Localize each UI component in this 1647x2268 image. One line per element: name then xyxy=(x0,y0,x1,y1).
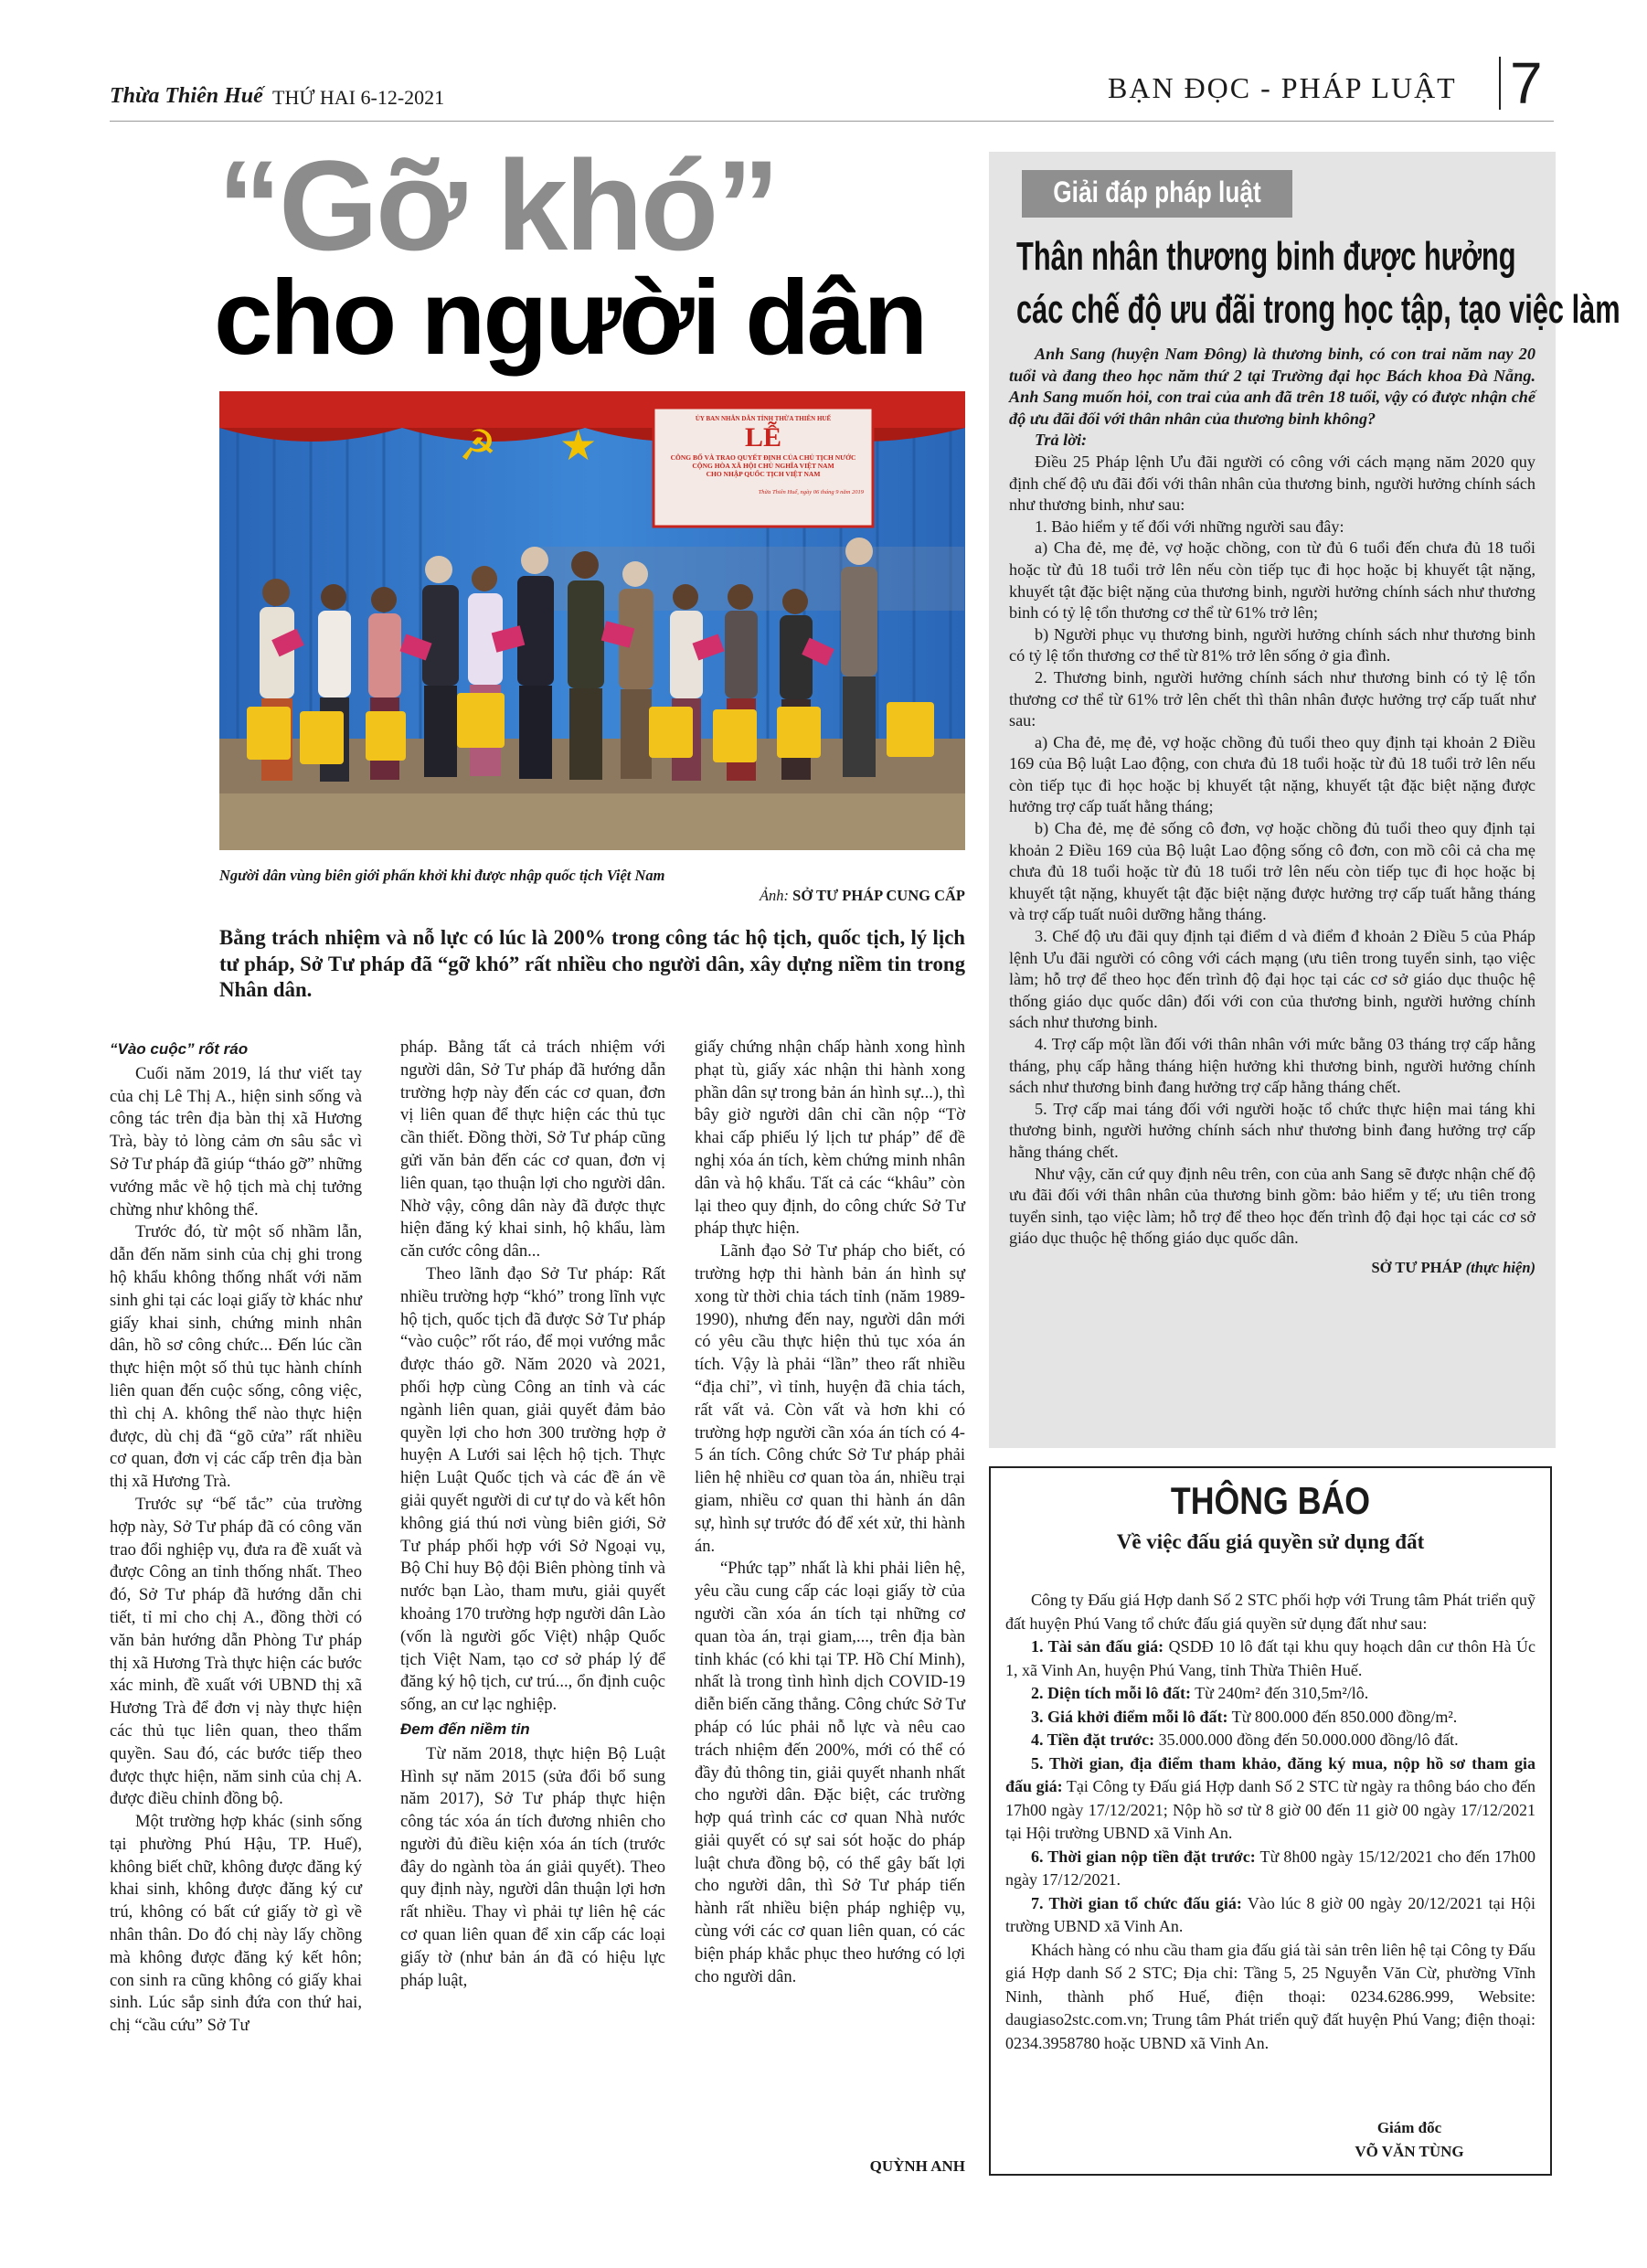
article-lead: Bằng trách nhiệm và nỗ lực có lúc là 200% trong công tác hộ tịch, quốc tịch, lý lịch tư pháp, Sở Tư pháp đã “gỡ khó” rất nhiều cho người dân, xây dựng niềm tin trong Nhân dân. xyxy=(219,926,965,1001)
article-paragraph: “Phức tạp” nhất là khi phải liên hệ, yêu cầu cung cấp các loại giấy tờ của người cần xóa án tích tại những cơ quan tòa án, trại giam,..., trên địa bàn tỉnh khác (có khi tại TP. Hồ Chí Minh), nhất là trong tình hình dịch COVID-19 diễn biến căng thẳng. Công chức Sở Tư pháp có lúc phải nỗ lực và nêu cao trách nhiệm đến 200%, mới có thể có đầy đủ thông tin, giải quyết nhanh nhất cho người dân. Đặc biệt, các trường hợp quá trình các cơ quan Nhà nước giải quyết có sự sai sót hoặc do pháp luật chưa đồng bộ, có thể gây bất lợi cho người dân, thì Sở Tư pháp tiến hành rất nhiều biện pháp nghiệp vụ, cùng với các cơ quan liên quan, có các biện pháp khắc phục theo hướng có lợi cho người dân. xyxy=(695,1559,965,1986)
qa-paragraph: a) Cha đẻ, mẹ đẻ, vợ hoặc chồng đủ tuổi theo quy định tại khoản 2 Điều 169 của Bộ luật Lao động, con chưa đủ 18 tuổi hoặc từ đủ 18 tuổi trở lên nếu còn tiếp tục đi học hoặc bị khuyết tật nặng, khuyết tật đặc biệt nặng được hưởng trợ cấp tuất hằng tháng; xyxy=(1009,732,1535,816)
notice-item xyxy=(1005,1706,1535,1730)
qa-title-line2: các chế độ ưu đãi trong học tập, tạo việc làm xyxy=(1016,287,1620,332)
issue-date: THỨ HAI 6-12-2021 xyxy=(272,86,445,109)
notice-item-label: 1. Tài sản đấu giá: xyxy=(1031,1637,1164,1656)
banner-line1: ỦY BAN NHÂN DÂN TỈNH THỪA THIÊN HUẾ xyxy=(695,415,832,422)
article-column-1 xyxy=(110,1037,362,2038)
banner-title: LỄ xyxy=(744,422,782,453)
notice-item-text: QSDĐ 10 lô đất tại khu quy hoạch dân cư thôn Hà Úc 1, xã Vinh An, huyện Phú Vang, tỉnh Thừa Thiên Huế. xyxy=(1005,1637,1535,1679)
banner-line4: CHO NHẬP QUỐC TỊCH VIỆT NAM xyxy=(706,470,821,478)
notice-item-text: Tại Công ty Đấu giá Hợp danh Số 2 STC từ ngày ra thông báo cho đến 17h00 ngày 17/12/2021; Nộp hồ sơ từ 8 giờ 00 đến 11 giờ 00 ngày 17/12/2021 tại Hội trường UBND xã Vinh An. xyxy=(1005,1777,1535,1842)
article-title-line2: cho người dân xyxy=(214,258,926,377)
banner-date: Thừa Thiên Huế, ngày 06 tháng 9 năm 2019 xyxy=(758,489,864,495)
photo-credit-prefix: Ảnh: xyxy=(759,887,790,904)
notice-item-label: 5. Thời gian, địa điểm tham khảo, đăng ký mua, nộp hồ sơ tham gia đấu giá: xyxy=(1005,1753,1535,1795)
notice-signer-name: VÕ VĂN TÙNG xyxy=(1355,2143,1464,2160)
qa-paragraph: Điều 25 Pháp lệnh Ưu đãi người có công với cách mạng năm 2020 quy định chế độ ưu đãi đối với thân nhân của thương binh, người hưởng chính sách như thương binh, như sau: xyxy=(1009,452,1535,515)
ceremony-banner xyxy=(653,408,873,527)
photo-caption: Người dân vùng biên giới phấn khởi khi được nhập quốc tịch Việt Nam xyxy=(219,867,665,884)
notice-item-text: Từ 800.000 đến 850.000 đồng/m². xyxy=(1227,1707,1458,1726)
header-divider xyxy=(1499,57,1501,110)
qa-signature xyxy=(1009,1257,1535,1279)
banner-line3: CỘNG HÒA XÃ HỘI CHỦ NGHĨA VIỆT NAM xyxy=(692,462,834,470)
subhead-vao-cuoc: “Vào cuộc” rốt ráo xyxy=(110,1040,249,1058)
banner-line2: CÔNG BỐ VÀ TRAO QUYẾT ĐỊNH CỦA CHỦ TỊCH NƯỚC xyxy=(670,453,856,462)
qa-paragraph: b) Cha đẻ, mẹ đẻ sống cô đơn, vợ hoặc chồng đủ tuổi theo quy định tại khoản 2 Điều 169 của Bộ luật Lao động sống cô đơn, con mồ côi cả cha mẹ chưa đủ 18 tuổi hoặc từ đủ 18 tuổi trở lên nếu còn tiếp tục đi học hoặc bị khuyết tật nặng, khuyết tật đặc biệt nặng được hưởng trợ cấp tuất hằng tháng và trợ cấp tuất nuôi dưỡng hằng tháng. xyxy=(1009,819,1535,924)
page-number: 7 xyxy=(1510,50,1543,116)
section-name: BẠN ĐỌC - PHÁP LUẬT xyxy=(1108,71,1457,104)
qa-signature-note: (thực hiện) xyxy=(1465,1258,1535,1276)
notice-contact: Khách hàng có nhu cầu tham gia đấu giá tài sản trên liên hệ tại Công ty Đấu giá Hợp danh Số 2 STC; Địa chỉ: Tầng 5, 25 Nguyễn Văn Cừ, phường Vĩnh Ninh, thành phố Huế, điện thoại: 0234.6286.999, Website: daugiaso2stc.com.vn; Trung tâm Phát triển quỹ đất huyện Phú Vang; điện thoại: 0234.3958780 hoặc UBND xã Vinh An. xyxy=(1005,1940,1535,2052)
article-paragraph: Theo lãnh đạo Sở Tư pháp: Rất nhiều trường hợp “khó” trong lĩnh vực hộ tịch, quốc tịch đã được Sở Tư pháp “vào cuộc” rốt ráo, để mọi vướng mắc được tháo gỡ. Năm 2020 và 2021, phối hợp cùng Công an tỉnh và các ngành liên quan, giải quyết đảm bảo quyền lợi cho hơn 300 trường hợp ở huyện A Lưới sai lệch hộ tịch. Thực hiện Luật Quốc tịch và các đề án về giải quyết người di cư tự do và kết hôn không giá thú nơi vùng biên giới, Sở Tư pháp phối hợp với Sở Ngoại vụ, Bộ Chỉ huy Bộ đội Biên phòng tỉnh và nước bạn Lào, tham mưu, giải quyết khoảng 170 trường hợp người dân Lào (vốn là người gốc Việt) nhập Quốc tịch Việt Nam, tạo cơ sở pháp lý để đăng ký hộ tịch, cư trú..., ổn định cuộc sống, an cư lạc nghiệp. xyxy=(400,1263,665,1715)
notice-item xyxy=(1005,1752,1535,1846)
notice-intro: Công ty Đấu giá Hợp danh Số 2 STC phối hợp với Trung tâm Phát triển quỹ đất huyện Phú Vang tổ chức đấu giá quyền sử dụng đất như sau: xyxy=(1005,1591,1535,1633)
notice-item xyxy=(1005,1892,1535,1939)
qa-tag-label: Giải đáp pháp luật xyxy=(1053,176,1261,208)
notice-item-label: 7. Thời gian tổ chức đấu giá: xyxy=(1031,1893,1242,1912)
notice-item-label: 4. Tiền đặt trước: xyxy=(1031,1730,1155,1749)
header-rule xyxy=(110,121,1554,122)
article-paragraph: pháp. Bằng tất cả trách nhiệm với người dân, Sở Tư pháp đã hướng dẫn trường hợp này đến các cơ quan, đơn vị liên quan để thực hiện các thủ tục cần thiết. Đồng thời, Sở Tư pháp cũng gửi văn bản đến các cơ quan, đơn vị liên quan, tạo thuận lợi cho người dân. Nhờ vậy, công dân này đã được thực hiện đăng ký khai sinh, hộ khẩu, làm căn cước công dân... xyxy=(400,1038,665,1262)
notice-signer-title: Giám đốc xyxy=(1376,2119,1442,2136)
article-paragraph: Trước sự “bế tắc” của trường hợp này, Sở Tư pháp đã có công văn trao đổi nghiệp vụ, đưa ra đề xuất và được Công an tỉnh thống nhất. Theo đó, Sở Tư pháp đã hướng dẫn chi tiết, tỉ mỉ cho chị A., đồng thời có văn bản hướng dẫn Phòng Tư pháp thị xã Hương Trà thực hiện các bước xác minh, đề xuất với UBND thị xã Hương Trà để đơn vị này thực hiện các thủ tục liên quan, theo thẩm quyền. Sau đó, các bước tiếp theo được thực hiện, năm sinh của chị A. được điều chỉnh đồng bộ. xyxy=(110,1494,362,1809)
qa-paragraph: a) Cha đẻ, mẹ đẻ, vợ hoặc chồng, con từ đủ 6 tuổi đến chưa đủ 18 tuổi hoặc từ đủ 18 tuổi trở lên nếu còn tiếp tục đi học hoặc bị khuyết tật nặng, khuyết tật đặc biệt nặng của thương binh, người hưởng chính sách như thương binh có tỷ lệ tổn thương cơ thể từ 61% trở lên; xyxy=(1009,538,1535,623)
notice-item-text: Vào lúc 8 giờ 00 ngày 20/12/2021 tại Hội trường UBND xã Vinh An. xyxy=(1005,1893,1535,1935)
notice-item xyxy=(1005,1846,1535,1892)
qa-signature-name: SỞ TƯ PHÁP xyxy=(1371,1258,1462,1276)
qa-body xyxy=(1009,344,1535,1279)
notice-item xyxy=(1005,1635,1535,1682)
notice-item-text: Từ 240m² đến 310,5m²/lô. xyxy=(1191,1684,1369,1702)
article-photo xyxy=(219,391,965,850)
notice-title: THÔNG BÁO xyxy=(1170,1479,1371,1522)
qa-paragraph: b) Người phục vụ thương binh, người hưởng chính sách như thương binh có tỷ lệ tổn thương cơ thể từ 81% trở lên sống ở gia đình. xyxy=(1009,624,1535,665)
article-paragraph: Cuối năm 2019, lá thư viết tay của chị Lê Thị A., hiện sinh sống và công tác trên địa bàn thị xã Hương Trà, bày tỏ lòng cảm ơn sâu sắc vì Sở Tư pháp đã giúp “tháo gỡ” những vướng mắc về hộ tịch mà chị tưởng chừng như không thể. xyxy=(110,1063,362,1219)
photo-credit xyxy=(548,887,965,905)
notice-item-text: Từ 8h00 ngày 15/12/2021 cho đến 17h00 ngày 17/12/2021. xyxy=(1005,1847,1535,1889)
notice-body xyxy=(1005,1589,1535,2055)
article-paragraph: Một trường hợp khác (sinh sống tại phường Phú Hậu, TP. Huế), không biết chữ, không được đăng ký khai sinh, không được đăng ký cư trú, không có bất cứ giấy tờ gì về nhân thân. Do đó chị này lấy chồng mà không được đăng ký kết hôn; con sinh ra cũng không có giấy khai sinh. Lúc sắp sinh đứa con thứ hai, chị “cầu cứu” Sở Tư xyxy=(110,1812,362,2036)
notice-item-text: 35.000.000 đồng đến 50.000.000 đồng/lô đất. xyxy=(1154,1730,1459,1749)
star-icon: ★ xyxy=(559,421,598,470)
article-column-2 xyxy=(400,1037,665,1992)
article-paragraph: giấy chứng nhận chấp hành xong hình phạt tù, giấy xác nhận thi hành xong phần dân sự trong bản án hình sự...), thì bây giờ người dân chỉ cần nộp “Tờ khai cấp phiếu lý lịch tư pháp” để đề nghị xóa án tích, kèm chứng minh nhân dân và hộ khẩu. Tất cả các “khâu” còn lại theo quy định, do công chức Sở Tư pháp thực hiện. xyxy=(695,1038,965,1239)
paper-name: Thừa Thiên Huế xyxy=(110,84,263,108)
subhead-niem-tin: Đem đến niềm tin xyxy=(400,1720,530,1738)
qa-answer-label: Trả lời: xyxy=(1035,431,1088,450)
notice-item-label: 3. Giá khởi điểm mỗi lô đất: xyxy=(1031,1707,1228,1726)
qa-title-line1: Thân nhân thương binh được hưởng xyxy=(1016,234,1516,279)
photo-credit-source: SỞ TƯ PHÁP CUNG CẤP xyxy=(792,887,965,904)
hammer-sickle-icon: ☭ xyxy=(459,421,497,470)
article-author: QUỲNH ANH xyxy=(869,2157,965,2175)
article-paragraph: Từ năm 2018, thực hiện Bộ Luật Hình sự năm 2015 (sửa đổi bổ sung năm 2017), Sở Tư pháp thực hiện công tác xóa án tích đương nhiên cho người đủ điều kiện xóa án tích (trước đây do ngành tòa án giải quyết). Theo quy định này, người dân thuận lợi hơn rất nhiều. Thay vì phải tự liên hệ các cơ quan liên quan để xin cấp các loại giấy tờ (như bản án đã có hiệu lực pháp luật, xyxy=(400,1743,665,1990)
qa-paragraph: 5. Trợ cấp mai táng đối với người hoặc tổ chức thực hiện mai táng khi thương binh, người hưởng chính sách như thương binh đang hưởng trợ cấp hằng tháng chết. xyxy=(1009,1099,1535,1161)
qa-paragraph: 1. Bảo hiểm y tế đối với những người sau đây: xyxy=(1035,516,1344,536)
qa-question: Anh Sang (huyện Nam Đông) là thương binh, có con trai năm nay 20 tuổi và đang theo học năm thứ 2 tại Trường đại học Bách khoa Đà Nẵng. Anh Sang muốn hỏi, con trai của anh đã trên 18 tuổi, vậy có được nhận chế độ ưu đãi đối với thân nhân của thương binh không? xyxy=(1009,345,1535,428)
qa-paragraph: 3. Chế độ ưu đãi quy định tại điểm d và điểm đ khoản 2 Điều 5 của Pháp lệnh Ưu đãi người có công với cách mạng (ưu tiên trong tuyển sinh, tạo việc làm; hỗ trợ để theo học đến trình độ đại học tại các cơ sở giáo dục thuộc hệ thống giáo dục quốc dân) đối với con của thương binh, người hưởng chính sách như thương binh. xyxy=(1009,927,1535,1032)
article-paragraph: Trước đó, từ một số nhầm lẫn, dẫn đến năm sinh của chị ghi trong hộ khẩu không thống nhất với năm sinh ghi tại các loại giấy tờ khác như giấy khai sinh, chứng minh nhân dân, hồ sơ công chức... Đến lúc cần thực hiện một số thủ tục hành chính liên quan đến cuộc sống, công việc, thì chị A. không thể nào thực hiện được, dù chị đã “gõ cửa” rất nhiều cơ quan, đơn vị các cấp trên địa bàn thị xã Hương Trà. xyxy=(110,1222,362,1492)
qa-paragraph: Như vậy, căn cứ quy định nêu trên, con của anh Sang sẽ được nhận chế độ ưu đãi đối với thân nhân của thương binh gồm: bảo hiểm y tế; ưu tiên trong tuyển sinh, tạo việc làm; hỗ trợ để theo học đến trình độ đại học tại các cơ sở giáo dục thuộc hệ thống giáo dục quốc dân. xyxy=(1009,1164,1535,1248)
notice-item-label: 2. Diện tích mỗi lô đất: xyxy=(1031,1684,1191,1702)
notice-item xyxy=(1005,1729,1535,1752)
notice-subtitle: Về việc đấu giá quyền sử dụng đất xyxy=(1116,1530,1425,1553)
qa-paragraph: 4. Trợ cấp một lần đối với thân nhân với mức bằng 03 tháng trợ cấp hằng tháng, phụ cấp hằng tháng hiện hưởng khi thương binh, người hưởng chính sách như thương binh đang hưởng trợ cấp hằng tháng chết. xyxy=(1009,1035,1535,1097)
qa-paragraph: 2. Thương binh, người hưởng chính sách như thương binh có tỷ lệ tổn thương cơ thể từ 61% trở lên chết thì thân nhân được hưởng trợ cấp tuất như sau: xyxy=(1009,667,1535,730)
article-title-line1: “Gỡ khó” xyxy=(218,133,778,277)
article-column-3 xyxy=(695,1037,965,1988)
notice-item xyxy=(1005,1682,1535,1706)
article-paragraph: Lãnh đạo Sở Tư pháp cho biết, có trường hợp thi hành bản án hình sự xong từ thời chia tách tỉnh (năm 1989- 1990), nhưng đến nay, người dân mới có yêu cầu thực hiện thủ tục xóa án tích. Vậy là phải “lần” theo rất nhiều “địa chỉ”, vì tỉnh, huyện đã chia tách, rất vất vả. Còn vất và hơn khi có trường hợp người cần xóa án tích có 4-5 án tích. Công chức Sở Tư pháp phải liên hệ nhiều cơ quan tòa án, nhiều trại giam, nhiều cơ quan thi hành án dân sự, hình sự trước đó để xét xử, thi hành án. xyxy=(695,1241,965,1556)
notice-item-label: 6. Thời gian nộp tiền đặt trước: xyxy=(1031,1847,1256,1866)
